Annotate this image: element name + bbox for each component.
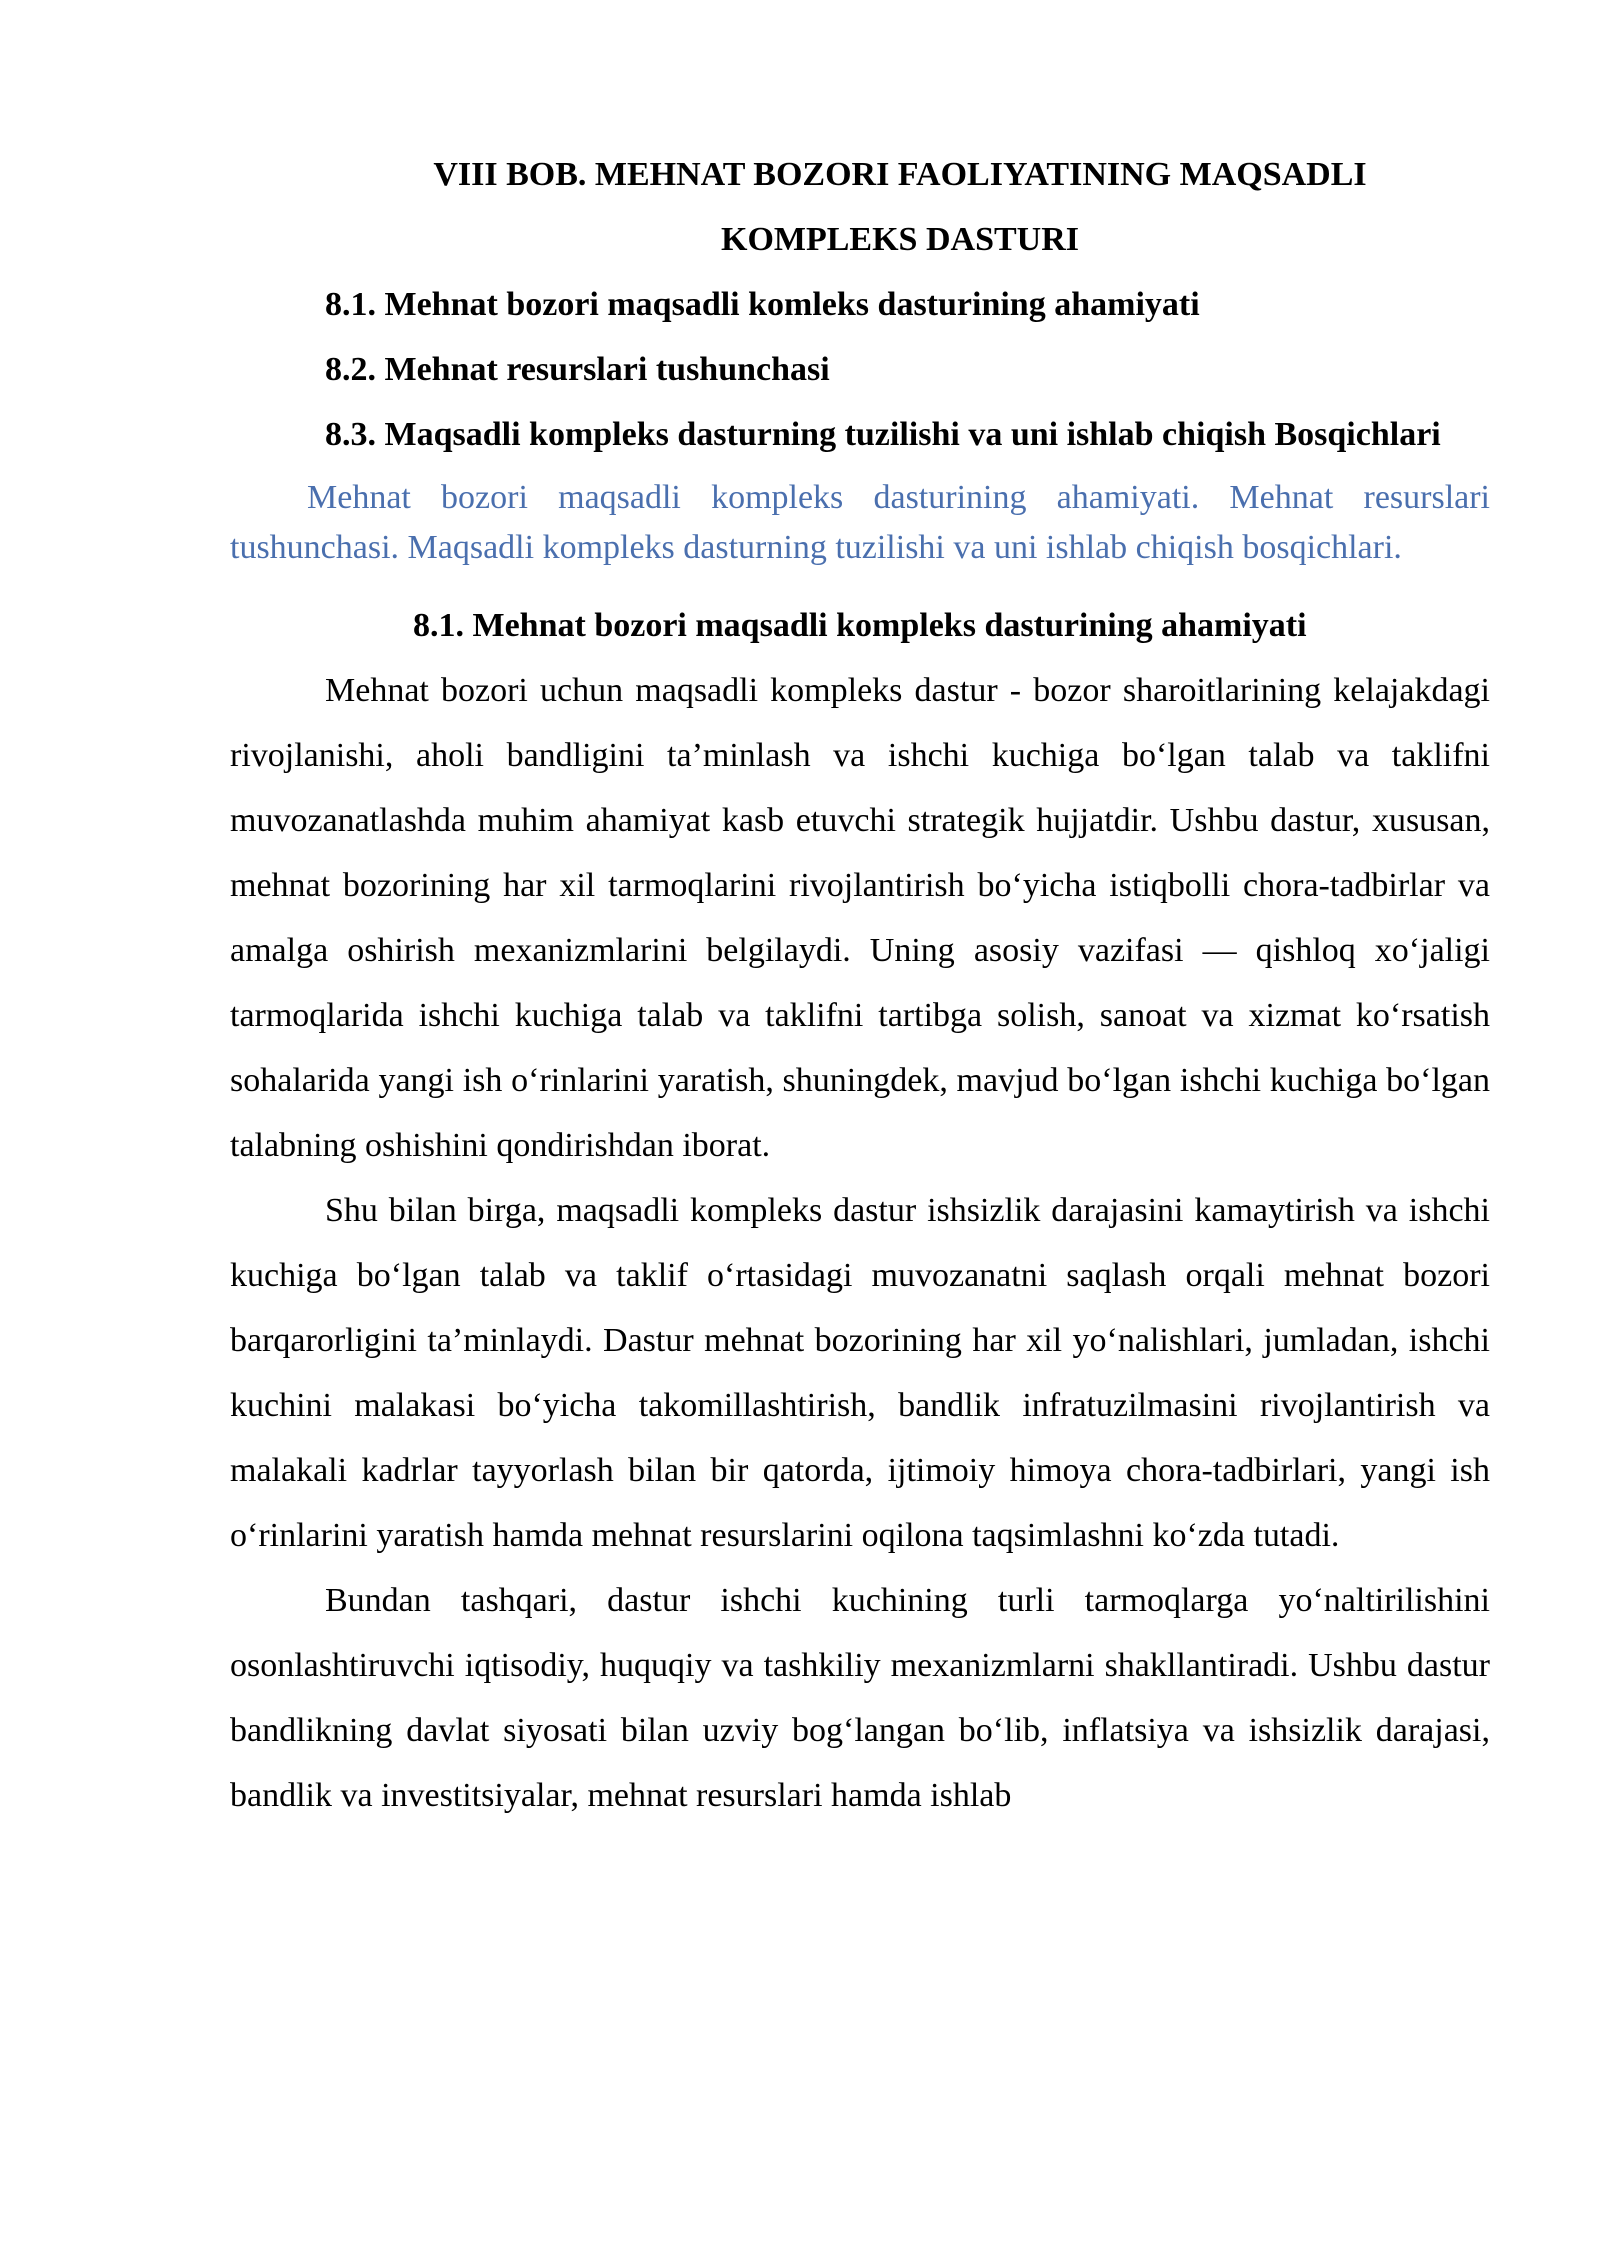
section-heading-8-1: 8.1. Mehnat bozori maqsadli kompleks dasturining ahamiyati	[413, 607, 1307, 644]
chapter-title-line-2: KOMPLEKS DASTURI	[721, 221, 1079, 258]
document-page	[230, 142, 1490, 1828]
body-paragraph-1: Mehnat bozori uchun maqsadli kompleks dastur - bozor sharoitlarining kelajakdagi rivojlanishi, aholi bandligini ta’minlash va ishchi kuchiga bo‘lgan talab va taklifni muvozanatlashda muhim ahamiyat kasb etuvchi strategik hujjatdir. Ushbu dastur, xususan, mehnat bozorining har xil tarmoqlarini rivojlantirish bo‘yicha istiqbolli chora-tadbirlar va amalga oshirish mexanizmlarini belgilaydi. Uning asosiy vazifasi — qishloq xo‘jaligi tarmoqlarida ishchi kuchiga talab va taklifni tartibga solish, sanoat va xizmat ko‘rsatish sohalarida yangi ish o‘rinlarini yaratish, shuningdek, mavjud bo‘lgan ishchi kuchiga bo‘lgan talabning oshishini qondirishdan iborat.	[230, 672, 1490, 1164]
chapter-abstract: Mehnat bozori maqsadli kompleks dasturining ahamiyati. Mehnat resurslari tushunchasi. Maqsadli kompleks dasturning tuzilishi va uni ishlab chiqish bosqichlari.	[230, 479, 1490, 566]
body-paragraph-3: Bundan tashqari, dastur ishchi kuchining turli tarmoqlarga yo‘naltirilishini osonlashtiruvchi iqtisodiy, huquqiy va tashkiliy mexanizmlarni shakllantiradi. Ushbu dastur bandlikning davlat siyosati bilan uzviy bog‘langan bo‘lib, inflatsiya va ishsizlik darajasi, bandlik va investitsiyalar, mehnat resurslari hamda ishlab	[230, 1582, 1490, 1814]
chapter-title-line-1: VIII BOB. MEHNAT BOZORI FAOLIYATINING MAQSADLI	[433, 156, 1367, 193]
toc-item-8-3: 8.3. Maqsadli kompleks dasturning tuzilishi va uni ishlab chiqish Bosqichlari	[325, 416, 1441, 453]
toc-item-8-2: 8.2. Mehnat resurslari tushunchasi	[325, 351, 830, 388]
toc-item-8-1: 8.1. Mehnat bozori maqsadli komleks dasturining ahamiyati	[325, 286, 1200, 323]
body-paragraph-2: Shu bilan birga, maqsadli kompleks dastur ishsizlik darajasini kamaytirish va ishchi kuchiga bo‘lgan talab va taklif o‘rtasidagi muvozanatni saqlash orqali mehnat bozori barqarorligini ta’minlaydi. Dastur mehnat bozorining har xil yo‘nalishlari, jumladan, ishchi kuchini malakasi bo‘yicha takomillashtirish, bandlik infratuzilmasini rivojlantirish va malakali kadrlar tayyorlash bilan bir qatorda, ijtimoiy himoya chora-tadbirlari, yangi ish o‘rinlarini yaratish hamda mehnat resurslarini oqilona taqsimlashni ko‘zda tutadi.	[230, 1192, 1490, 1554]
